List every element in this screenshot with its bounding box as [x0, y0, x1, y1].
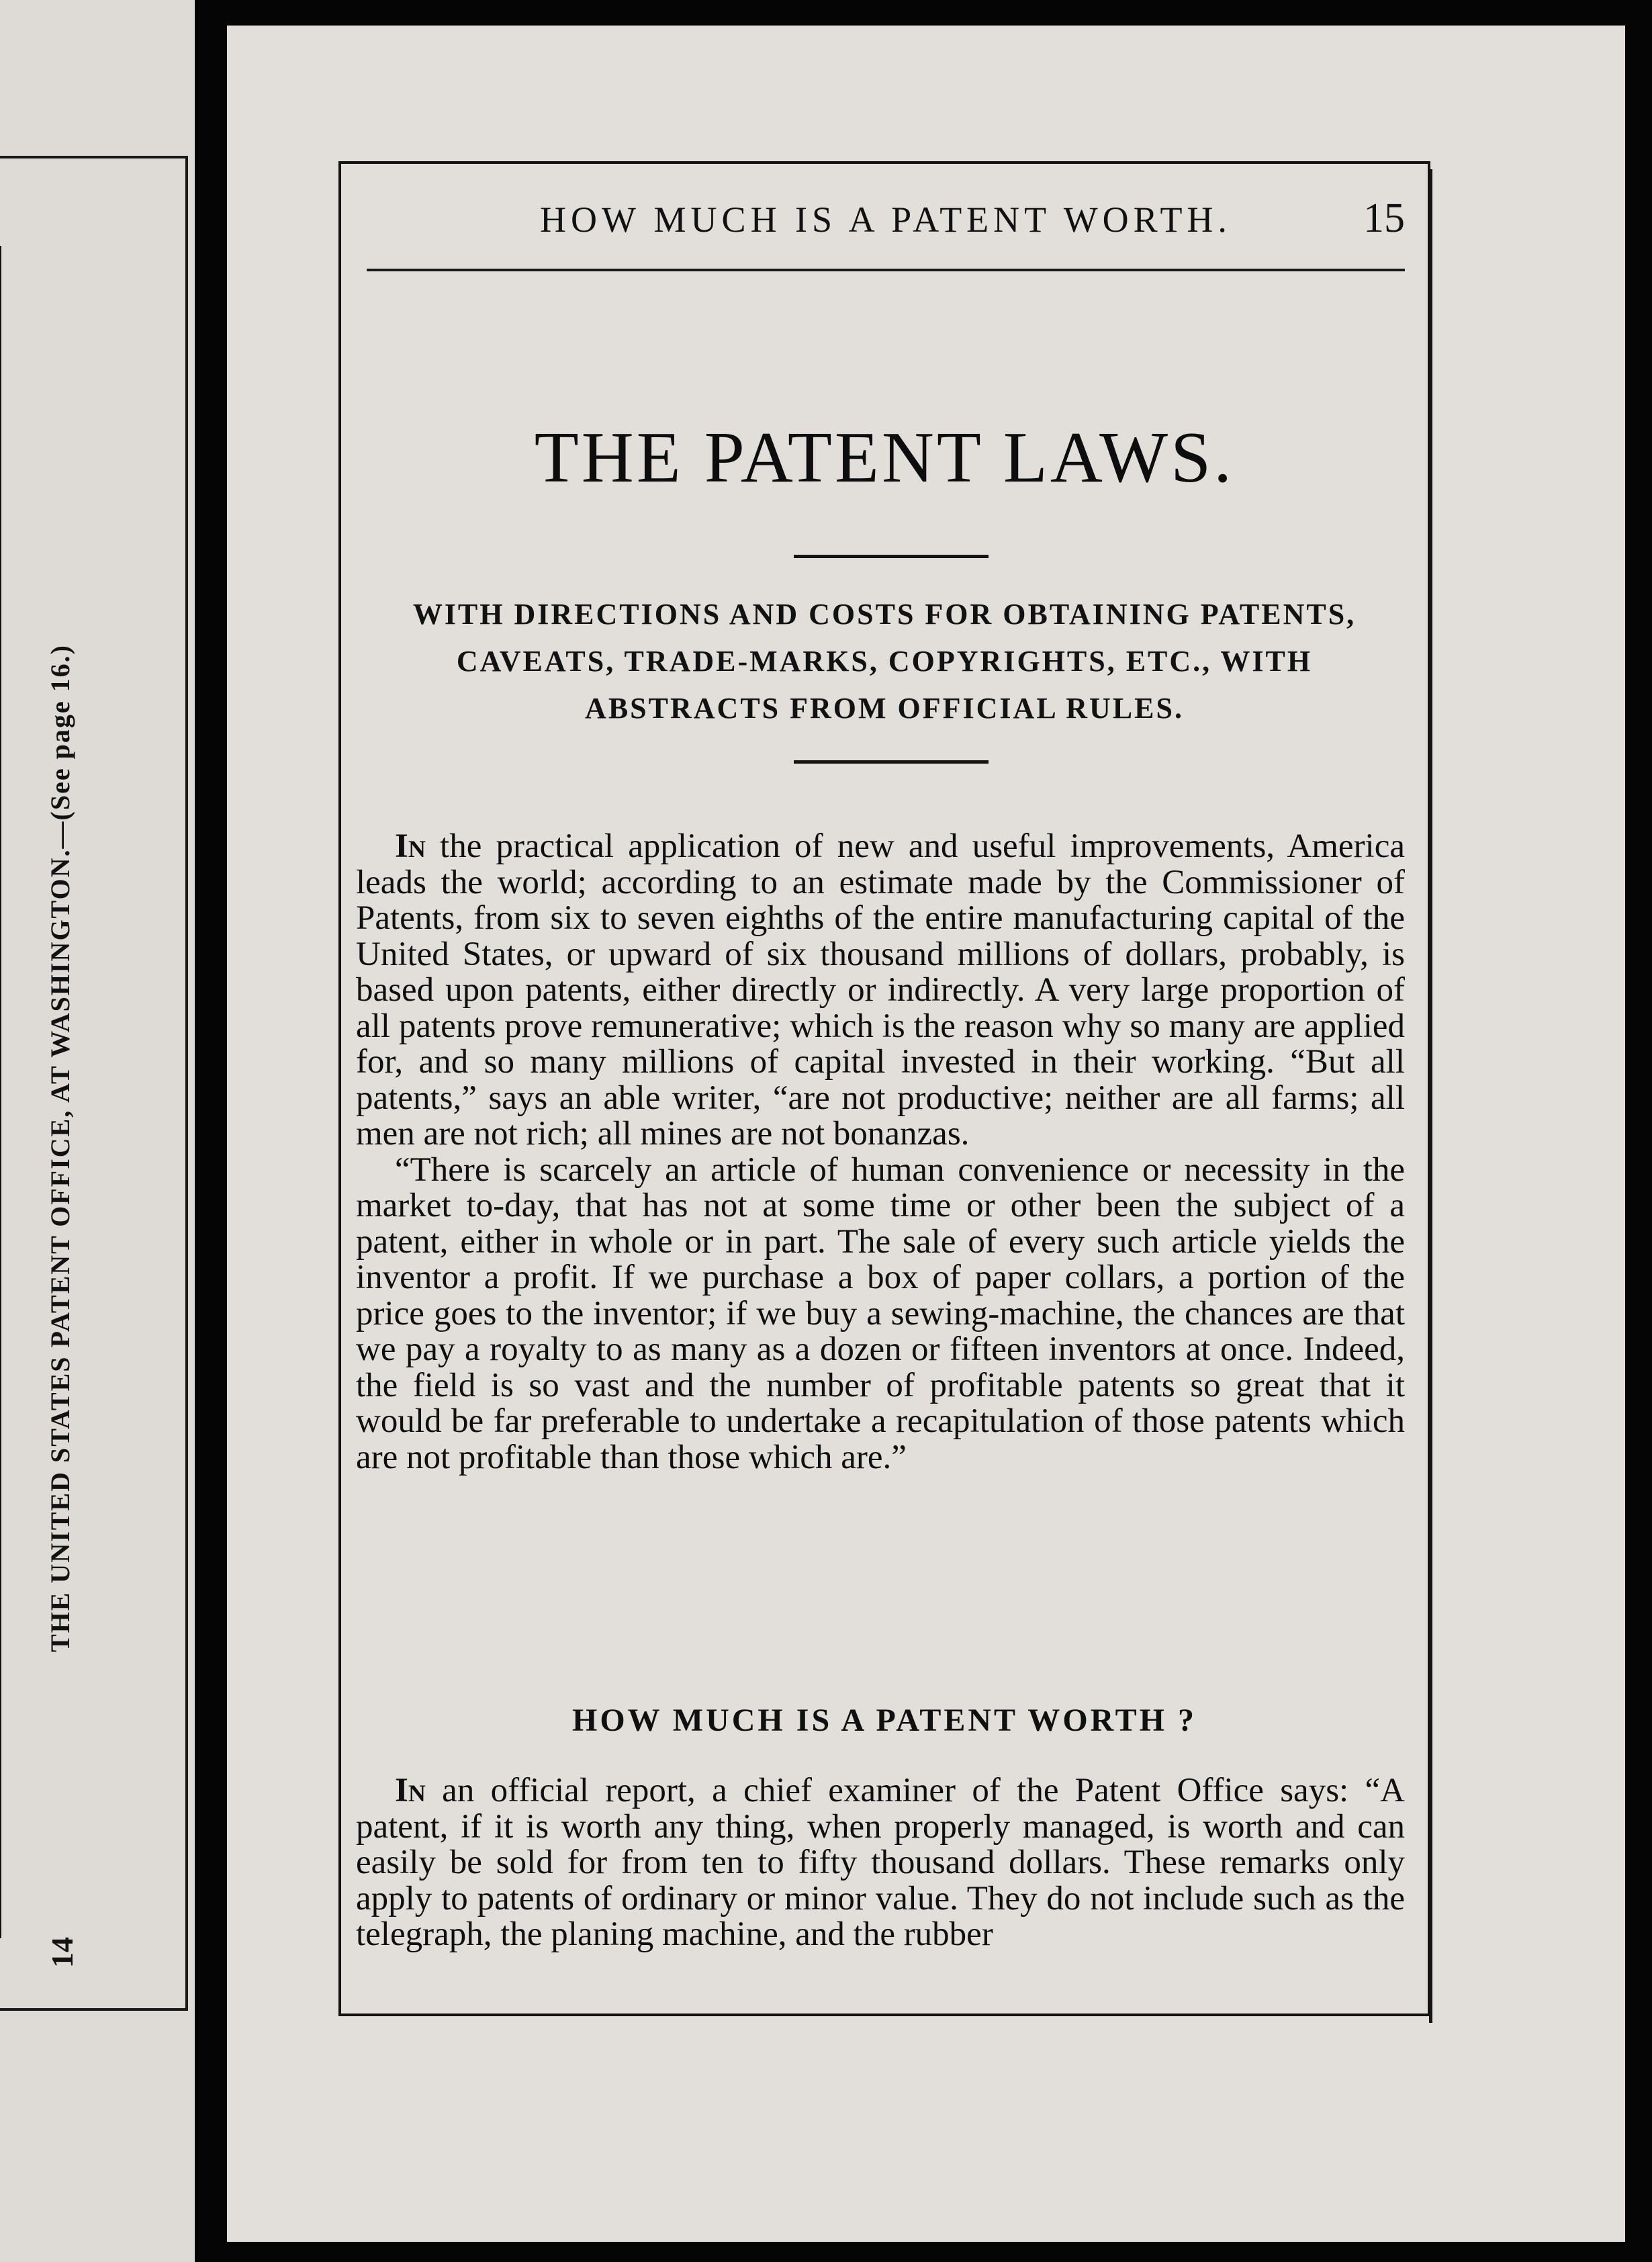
header-rule	[367, 269, 1405, 271]
subtitle-line: CAVEATS, TRADE-MARKS, COPYRIGHTS, ETC., WITH	[456, 645, 1313, 678]
left-page-number: 14	[45, 1937, 79, 1968]
running-header	[367, 195, 1405, 253]
paragraph: “There is scarcely an article of human convenience or necessity in the market to-day, that has not at some time or other been the subject of a patent, either in whole or in part. The sale of every such article yields the inventor a profit. If we purchase a box of paper collars, a portion of the price goes to the inventor; if we buy a sewing-machine, the chances are that we pay a royalty to as many as a dozen or fifteen inventors at once. Indeed, the field is so vast and the number of profitable patents so great that it would be far preferable to undertake a recapitulation of those patents which are not profitable than those which are.”	[356, 1150, 1405, 1476]
left-page	[0, 0, 195, 2262]
illustration-caption: THE UNITED STATES PATENT OFFICE, AT WASHINGTON.—(See page 16.)	[45, 644, 75, 1652]
running-head: HOW MUCH IS A PATENT WORTH.	[540, 199, 1232, 240]
drop-lead: In	[395, 1772, 426, 1809]
body-text-lower	[356, 1773, 1405, 1953]
drop-lead: In	[395, 827, 426, 865]
body-text-upper	[356, 829, 1405, 1476]
paragraph	[356, 1773, 1405, 1953]
left-page-illustration-edge	[0, 246, 1, 1938]
left-page-frame	[0, 156, 188, 2011]
paragraph	[356, 829, 1405, 1152]
section-heading: HOW MUCH IS A PATENT WORTH ?	[571, 1703, 1197, 1738]
title-rule-bottom	[794, 760, 989, 764]
paragraph-text: an official report, a chief examiner of the Patent Office says: “A patent, if it is worth any thing, when properly managed, is worth and can easily be sold for from ten to fifty thousand dollars. These remarks only apply to patents of ordinary or minor value. They do not include such as the telegraph, the planing machine, and the rubber	[356, 1772, 1405, 1953]
title-rule-top	[794, 555, 989, 558]
subtitle-line: WITH DIRECTIONS AND COSTS FOR OBTAINING PATENTS,	[412, 598, 1357, 631]
chapter-subtitle	[349, 591, 1420, 732]
chapter-title: THE PATENT LAWS.	[534, 418, 1235, 498]
subtitle-line: ABSTRACTS FROM OFFICIAL RULES.	[585, 692, 1184, 725]
page-number: 15	[1363, 195, 1405, 241]
paragraph-text: the practical application of new and useful improvements, America leads the world; according to an estimate made by the Commissioner of Patents, from six to seven eighths of the entire manufacturing capital of the United States, or upward of six thousand millions of dollars, probably, is based upon patents, either directly or indirectly. A very large proportion of all patents prove remunerative; which is the reason why so many are applied for, and so many millions of capital invested in their working. “But all patents,” says an able writer, “are not productive; neither are all farms; all men are not rich; all mines are not bonanzas.	[356, 827, 1405, 1152]
